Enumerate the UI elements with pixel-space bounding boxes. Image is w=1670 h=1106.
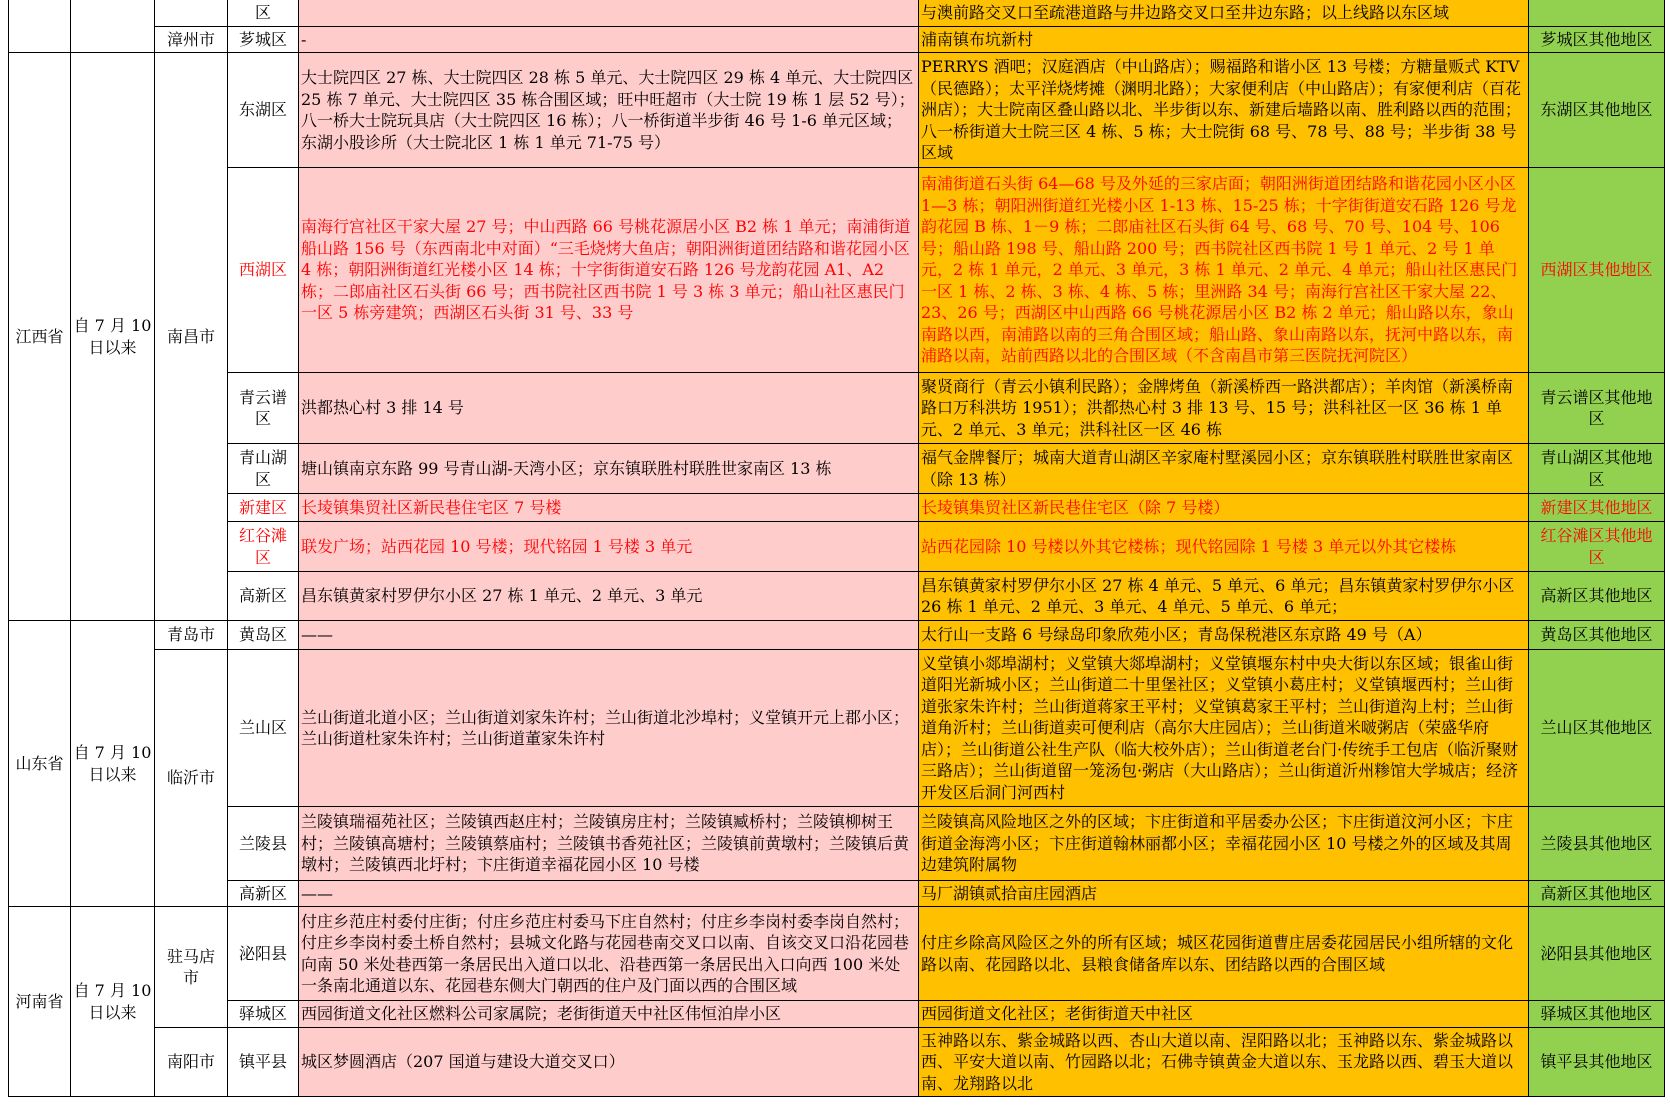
- province-cell: 山东省: [9, 621, 70, 906]
- city-cell: 青岛市: [155, 621, 227, 649]
- high-risk-areas-cell: 南海行宫社区干家大屋 27 号；中山西路 66 号桃花源居小区 B2 栋 1 单元；南浦街道船山路 156 号（东西南北中对面）“三毛烧烤大鱼店；朝阳洲街道团结路和谐花园小区 4 栋；朝阳洲街道红光楼小区 14 栋；十字街街道安石路 126 号龙韵花园 A1、A2 栋；二郎庙社区石头街 66 号；西书院社区西书院 1 号 3 栋 3 单元；船山社区惠民门一区 5 栋旁建筑；西湖区石头街 31 号、33 号: [299, 168, 918, 372]
- low-risk-areas-cell: 驿城区其他地区: [1529, 1001, 1664, 1027]
- medium-risk-areas-cell: 浦南镇布坑新村: [919, 27, 1528, 52]
- district-cell: 高新区: [228, 881, 298, 906]
- low-risk-areas-cell: [1529, 0, 1664, 26]
- high-risk-areas-cell: 大士院四区 27 栋、大士院四区 28 栋 5 单元、大士院四区 29 栋 4 单元、大士院四区 25 栋 7 单元、大士院四区 35 栋合围区域；旺中旺超市（大士院 19 栋 1 层 52 号）；八一桥大士院玩具店（大士院四区 16 栋）；八一桥街道半步街 46 号 1-6 单元区域；东湖小股诊所（大士院北区 1 栋 1 单元 71-75 号）: [299, 53, 918, 167]
- medium-risk-areas-cell: 长堎镇集贸社区新民巷住宅区（除 7 号楼）: [919, 494, 1528, 521]
- medium-risk-areas-cell: 太行山一支路 6 号绿岛印象欣苑小区；青岛保税港区东京路 49 号（A）: [919, 621, 1528, 649]
- province-cell: [9, 0, 70, 52]
- low-risk-areas-cell: 青云谱区其他地区: [1529, 373, 1664, 443]
- medium-risk-areas-cell: 义堂镇小郯埠湖村；义堂镇大郯埠湖村；义堂镇堰东村中央大街以东区域；银雀山街道阳光新城小区；兰山街道二十里堡社区；义堂镇小葛庄村；义堂镇堰西村；兰山街道张家朱许村；兰山街道蒋家王平村；义堂镇葛家王平村；兰山街道沟上村；兰山街道角沂村；兰山街道卖可便利店（高尔大庄园店）；兰山街道米啵粥店（荣盛华府店）；兰山街道公社生产队（临大校外店）；兰山街道老台门·传统手工包店（临沂聚财三路店）；兰山街道留一笼汤包·粥店（大山路店）；兰山街道沂州糁馆大学城店；经济开发区后洞门河西村: [919, 650, 1528, 806]
- province-cell: 江西省: [9, 53, 70, 620]
- high-risk-areas-cell: 联发广场；站西花园 10 号楼；现代铭园 1 号楼 3 单元: [299, 522, 918, 571]
- high-risk-areas-cell: 塘山镇南京东路 99 号青山湖-天湾小区；京东镇联胜村联胜世家南区 13 栋: [299, 444, 918, 493]
- high-risk-areas-cell: [299, 0, 918, 26]
- high-risk-areas-cell: 兰山街道北道小区；兰山街道刘家朱许村；兰山街道北沙埠村；义堂镇开元上郡小区；兰山街道杜家朱许村；兰山街道董家朱许村: [299, 650, 918, 806]
- high-risk-areas-cell: 付庄乡范庄村委付庄街；付庄乡范庄村委马下庄自然村；付庄乡李岗村委李岗自然村；付庄乡李岗村委土桥自然村；县城文化路与花园巷南交叉口以南、自该交叉口沿花园巷向南 50 米处巷西第一条居民出入道口以北、沿巷西第一条居民出入口向西 100 米处一条南北通道以东、花园巷东侧大门朝西的住户及门面以西的合围区域: [299, 907, 918, 1000]
- period-cell: 自 7 月 10 日以来: [71, 53, 154, 620]
- medium-risk-areas-cell: 福气金牌餐厅；城南大道青山湖区辛家庵村墅溪园小区；京东镇联胜村联胜世家南区（除 13 栋）: [919, 444, 1528, 493]
- low-risk-areas-cell: 高新区其他地区: [1529, 881, 1664, 906]
- low-risk-areas-cell: 红谷滩区其他地区: [1529, 522, 1664, 571]
- low-risk-areas-cell: 芗城区其他地区: [1529, 27, 1664, 52]
- district-cell: 黄岛区: [228, 621, 298, 649]
- medium-risk-areas-cell: 昌东镇黄家村罗伊尔小区 27 栋 4 单元、5 单元、6 单元；昌东镇黄家村罗伊尔小区 26 栋 1 单元、2 单元、3 单元、4 单元、5 单元、6 单元；: [919, 572, 1528, 620]
- period-cell: 自 7 月 10 日以来: [71, 907, 154, 1096]
- low-risk-areas-cell: 泌阳县其他地区: [1529, 907, 1664, 1000]
- low-risk-areas-cell: 高新区其他地区: [1529, 572, 1664, 620]
- district-cell: 东湖区: [228, 53, 298, 167]
- high-risk-areas-cell: ——: [299, 881, 918, 906]
- low-risk-areas-cell: 青山湖区其他地区: [1529, 444, 1664, 493]
- district-cell: 区: [228, 0, 298, 26]
- low-risk-areas-cell: 黄岛区其他地区: [1529, 621, 1664, 649]
- medium-risk-areas-cell: 玉神路以东、紫金城路以西、杏山大道以南、涅阳路以北；玉神路以东、紫金城路以西、平安大道以南、竹园路以北；石佛寺镇黄金大道以东、玉龙路以西、碧玉大道以南、龙翔路以北: [919, 1028, 1528, 1096]
- province-cell: 河南省: [9, 907, 70, 1096]
- district-cell: 西湖区: [228, 168, 298, 372]
- high-risk-areas-cell: 西园街道文化社区燃料公司家属院；老街街道天中社区伟恒泊岸小区: [299, 1001, 918, 1027]
- medium-risk-areas-cell: 马厂湖镇贰拾亩庄园酒店: [919, 881, 1528, 906]
- high-risk-areas-cell: -: [299, 27, 918, 52]
- medium-risk-areas-cell: 站西花园除 10 号楼以外其它楼栋；现代铭园除 1 号楼 3 单元以外其它楼栋: [919, 522, 1528, 571]
- period-cell: [71, 0, 154, 52]
- low-risk-areas-cell: 西湖区其他地区: [1529, 168, 1664, 372]
- district-cell: 芗城区: [228, 27, 298, 52]
- district-cell: 镇平县: [228, 1028, 298, 1096]
- high-risk-areas-cell: 长堎镇集贸社区新民巷住宅区 7 号楼: [299, 494, 918, 521]
- district-cell: 驿城区: [228, 1001, 298, 1027]
- medium-risk-areas-cell: PERRYS 酒吧；汉庭酒店（中山路店）；赐福路和谐小区 13 号楼；方糖量贩式 KTV（民德路）；太平洋烧烤摊（渊明北路）；大家便利店（中山路店）；有家便利店（百花洲店）；大士院南区叠山路以北、半步街以东、新建后墙路以南、胜利路以西的范围；八一桥街道大士院三区 4 栋、5 栋；大士院街 68 号、78 号、88 号；半步街 38 号区域: [919, 53, 1528, 167]
- high-risk-areas-cell: 洪都热心村 3 排 14 号: [299, 373, 918, 443]
- high-risk-areas-cell: 城区梦圆酒店（207 国道与建设大道交叉口）: [299, 1028, 918, 1096]
- city-cell: 南昌市: [155, 53, 227, 620]
- low-risk-areas-cell: 新建区其他地区: [1529, 494, 1664, 521]
- district-cell: 新建区: [228, 494, 298, 521]
- district-cell: 高新区: [228, 572, 298, 620]
- district-cell: 青山湖区: [228, 444, 298, 493]
- risk-area-table: [8, 0, 1665, 1097]
- high-risk-areas-cell: ——: [299, 621, 918, 649]
- district-cell: 兰山区: [228, 650, 298, 806]
- city-cell: 驻马店市: [155, 907, 227, 1027]
- medium-risk-areas-cell: 西园街道文化社区；老街街道天中社区: [919, 1001, 1528, 1027]
- low-risk-areas-cell: 兰陵县其他地区: [1529, 807, 1664, 880]
- district-cell: 兰陵县: [228, 807, 298, 880]
- district-cell: 红谷滩区: [228, 522, 298, 571]
- medium-risk-areas-cell: 付庄乡除高风险区之外的所有区域；城区花园街道曹庄居委花园居民小组所辖的文化路以南、花园路以北、县粮食储备库以东、团结路以西的合围区域: [919, 907, 1528, 1000]
- medium-risk-areas-cell: 与澳前路交叉口至疏港道路与井边路交叉口至井边东路；以上线路以东区域: [919, 0, 1528, 26]
- low-risk-areas-cell: 东湖区其他地区: [1529, 53, 1664, 167]
- district-cell: 泌阳县: [228, 907, 298, 1000]
- city-cell: [155, 0, 227, 26]
- low-risk-areas-cell: 镇平县其他地区: [1529, 1028, 1664, 1096]
- city-cell: 南阳市: [155, 1028, 227, 1096]
- high-risk-areas-cell: 兰陵镇瑞福苑社区；兰陵镇西赵庄村；兰陵镇房庄村；兰陵镇臧桥村；兰陵镇柳树王村；兰陵镇高塘村；兰陵镇蔡庙村；兰陵镇书香苑社区；兰陵镇前黄墩村；兰陵镇后黄墩村；兰陵镇西北圩村；卞庄街道幸福花园小区 10 号楼: [299, 807, 918, 880]
- high-risk-areas-cell: 昌东镇黄家村罗伊尔小区 27 栋 1 单元、2 单元、3 单元: [299, 572, 918, 620]
- period-cell: 自 7 月 10 日以来: [71, 621, 154, 906]
- medium-risk-areas-cell: 聚贤商行（青云小镇利民路）；金牌烤鱼（新溪桥西一路洪都店）；羊肉馆（新溪桥南路口万科洪坊 1951）；洪都热心村 3 排 13 号、15 号；洪科社区一区 36 栋 1 单元、2 单元、3 单元；洪科社区一区 46 栋: [919, 373, 1528, 443]
- medium-risk-areas-cell: 南浦街道石头街 64—68 号及外延的三家店面；朝阳洲街道团结路和谐花园小区小区 1—3 栋；朝阳洲街道红光楼小区 1-13 栋、15-25 栋；十字街街道安石路 126 号龙韵花园 B 栋、1－9 栋；二郎庙社区石头街 64 号、68 号、70 号、104 号、106 号；船山路 198 号、船山路 200 号；西书院社区西书院 1 号 1 单元、2 号 1 单元，2 栋 1 单元，2 单元、3 单元，3 栋 1 单元、2 单元、4 单元；船山社区惠民门一区 1 栋、2 栋、3 栋、4 栋、5 栋；里洲路 34 号；南海行宫社区干家大屋 22、23、26 号；西湖区中山西路 66 号桃花源居小区 B2 栋 2 单元；船山路以东，象山南路以西，南浦路以南的三角合围区域；船山路、象山南路以东，抚河中路以东，南浦路以南，站前西路以北的合围区域（不含南昌市第三医院抚河院区）: [919, 168, 1528, 372]
- city-cell: 漳州市: [155, 27, 227, 52]
- medium-risk-areas-cell: 兰陵镇高风险地区之外的区域；卞庄街道和平居委办公区；卞庄街道汶河小区；卞庄街道金海湾小区；卞庄街道翰林丽都小区；幸福花园小区 10 号楼之外的区域及其周边建筑附属物: [919, 807, 1528, 880]
- city-cell: 临沂市: [155, 650, 227, 906]
- district-cell: 青云谱区: [228, 373, 298, 443]
- low-risk-areas-cell: 兰山区其他地区: [1529, 650, 1664, 806]
